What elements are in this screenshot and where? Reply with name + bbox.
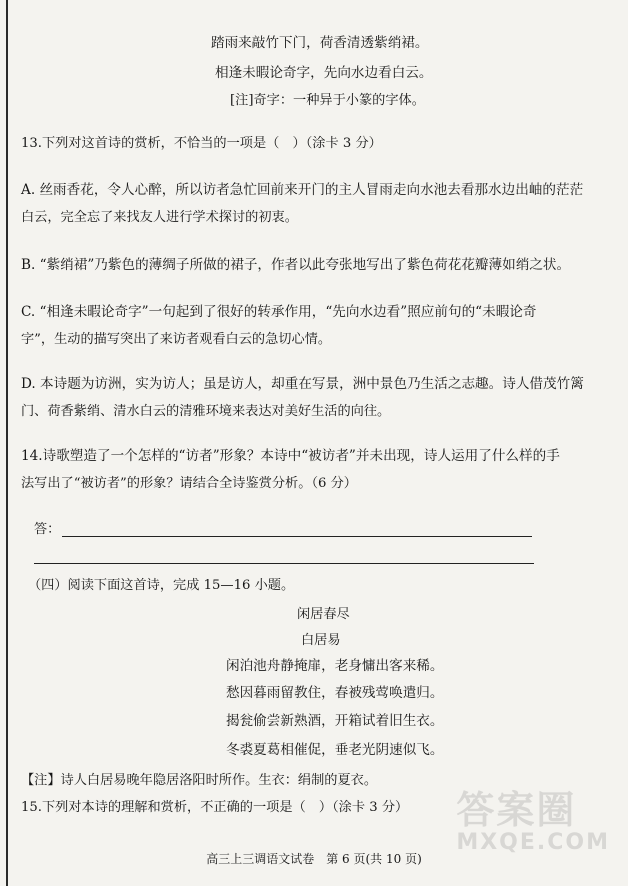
- poem-note: [注]奇字：一种异于小篆的字体。: [230, 93, 425, 108]
- q13-option-d-line1: D. 本诗题为访洲，实为访人；虽是访人，却重在写景，洲中景色乃生活之志趣。诗人借茂竹篱: [21, 376, 584, 392]
- watermark-text: 答案圈: [456, 788, 577, 832]
- q13-option-a-line1: A. 丝雨香花，令人心醉，所以访者急忙回前来开门的主人冒雨走向水池去看那水边出岫的茫茫: [21, 182, 584, 198]
- poem-line-4: 相逢未暇论奇字，先向水边看白云。: [215, 65, 433, 81]
- q15-stem: 15.下列对本诗的理解和赏析，不正确的一项是（ ）（涂卡 3 分）: [21, 800, 409, 815]
- poem2-line-2: 愁因暮雨留教住，春被残莺唤遣归。: [226, 685, 444, 701]
- q14-answer-label: 答：: [34, 522, 61, 537]
- section4-heading: （四）阅读下面这首诗，完成 15—16 小题。: [28, 578, 295, 593]
- poem-title: 闲居春尽: [297, 607, 350, 622]
- page-footer: 高三上三调语文试卷 第 6 页(共 10 页): [206, 852, 422, 866]
- q13-option-a-line2: 白云，完全忘了来找友人进行学术探讨的初衷。: [21, 210, 298, 225]
- q13-option-c-line2: 字”，生动的描写突出了来访者观看白云的急切心情。: [21, 332, 332, 347]
- q14-stem-line2: 法写出了“被访者”的形象？请结合全诗鉴赏分析。（6 分）: [21, 476, 357, 491]
- poem2-line-1: 闲泊池舟静掩扉，老身慵出客来稀。: [226, 658, 444, 674]
- q13-option-c-line1: C. “相逢未暇论奇字”一句起到了很好的转承作用，“先向水边看”照应前句的“未暇论奇: [21, 304, 537, 320]
- watermark-url: MXQE.COM: [456, 830, 610, 855]
- poem2-note: 【注】诗人白居易晚年隐居洛阳时所作。生衣：绢制的夏衣。: [21, 773, 378, 788]
- q13-stem: 13.下列对这首诗的赏析，不恰当的一项是（ ）（涂卡 3 分）: [21, 136, 382, 151]
- answer-line-2[interactable]: [34, 563, 534, 564]
- answer-line-1[interactable]: [62, 536, 532, 537]
- watermark-logo: [456, 790, 610, 855]
- q13-option-d-line2: 门、荷香紫绡、清水白云的清雅环境来表达对美好生活的向往。: [21, 404, 391, 419]
- poem-line-3: 踏雨来敲竹下门，荷香清透紫绡裙。: [211, 35, 429, 51]
- poem-author: 白居易: [301, 633, 341, 648]
- poem2-line-3: 揭瓮偷尝新熟酒，开箱试着旧生衣。: [226, 713, 444, 729]
- q13-option-b: B. “紫绡裙”乃紫色的薄绸子所做的裙子，作者以此夸张地写出了紫色荷花花瓣薄如绡之状。: [21, 257, 571, 273]
- binding-line: [6, 0, 8, 886]
- poem2-line-4: 冬裘夏葛相催促，垂老光阴速似飞。: [226, 742, 444, 758]
- q14-stem-line1: 14.诗歌塑造了一个怎样的“访者”形象？本诗中“被访者”并未出现，诗人运用了什么样的手: [21, 448, 560, 464]
